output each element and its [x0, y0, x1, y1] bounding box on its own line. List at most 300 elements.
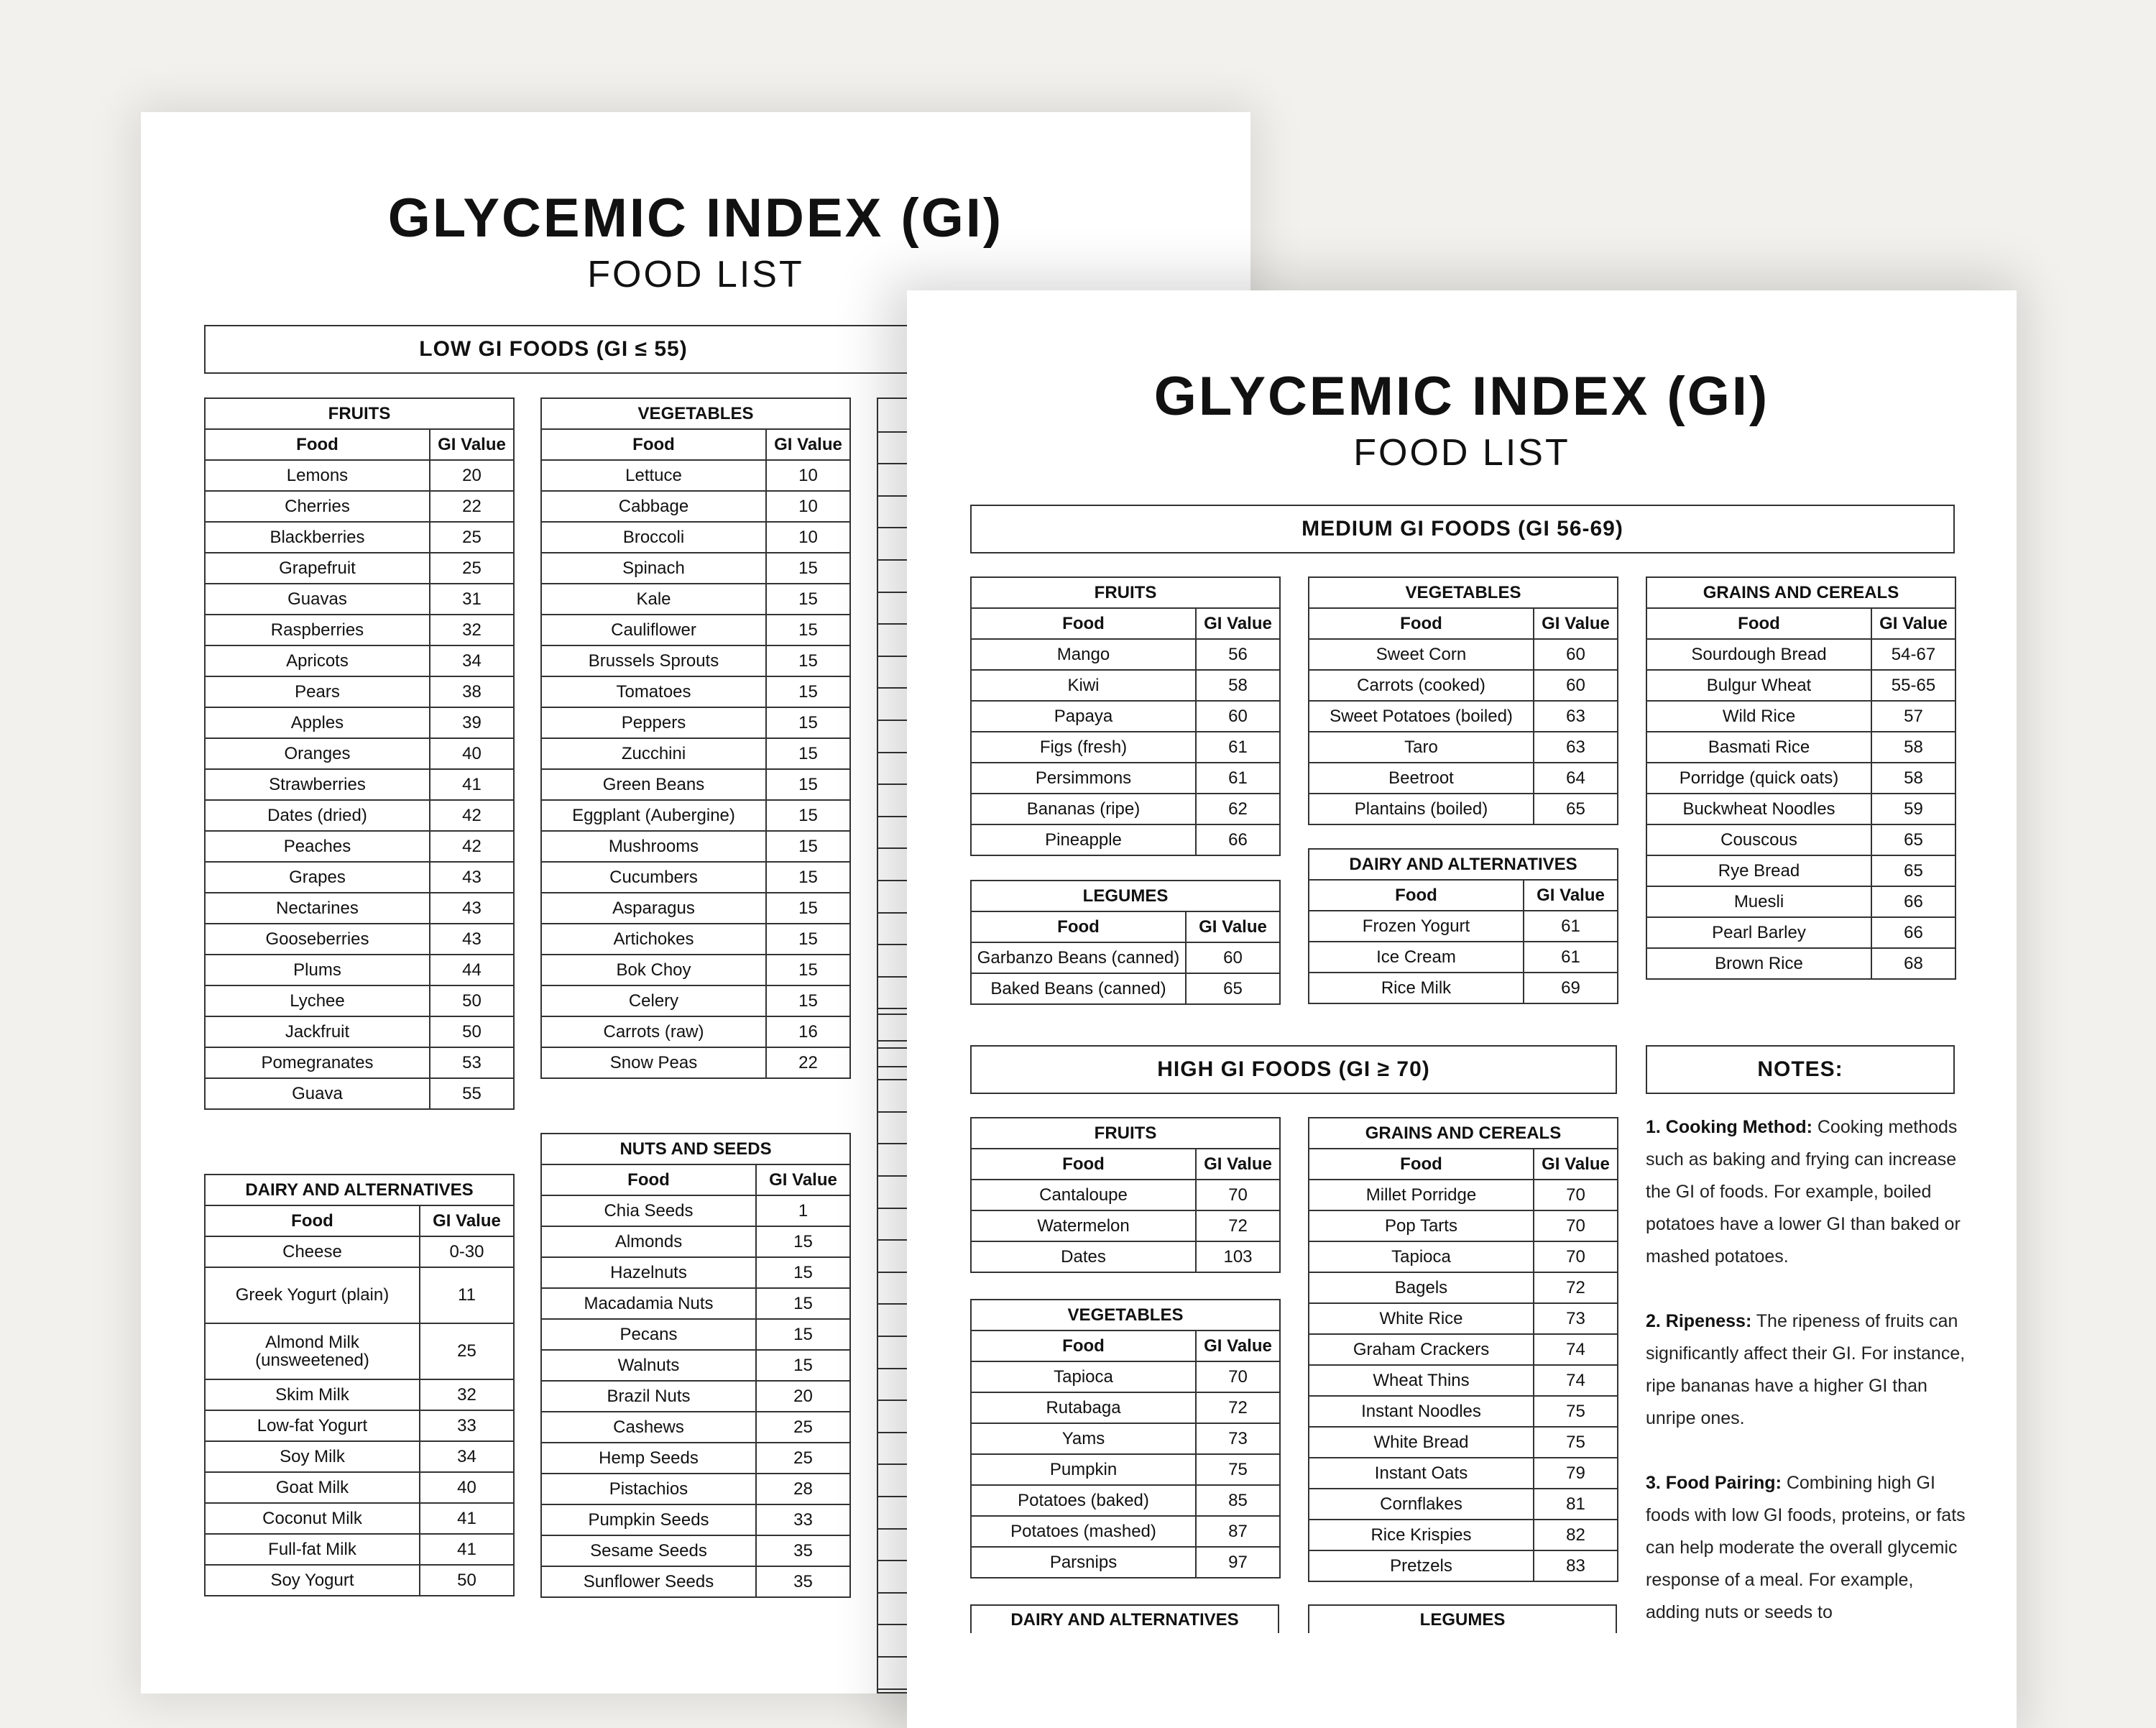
food-name-cell: Lettuce: [541, 460, 766, 491]
gi-value-cell: 10: [766, 491, 850, 522]
table-row: [205, 676, 514, 707]
gi-value-cell: 40: [430, 738, 514, 769]
gi-value-cell: 75: [1534, 1396, 1618, 1427]
food-name-cell: Bok Choy: [541, 955, 766, 985]
gi-value-cell: 70: [1534, 1180, 1618, 1210]
gi-value-cell: 0-30: [420, 1236, 514, 1267]
table-caption: FRUITS: [971, 1118, 1280, 1149]
table-row: [205, 955, 514, 985]
table-row: [1646, 886, 1955, 917]
low-gi-section-label: LOW GI FOODS (GI ≤ 55): [419, 337, 688, 361]
gi-column-header: GI Value: [1871, 608, 1955, 639]
food-name-cell: Cabbage: [541, 491, 766, 522]
table-row: [1646, 855, 1955, 886]
gi-value-cell: 72: [1196, 1392, 1280, 1423]
table-caption: VEGETABLES: [1309, 577, 1618, 608]
table-row: [1309, 1210, 1618, 1241]
food-name-cell: Carrots (raw): [541, 1016, 766, 1047]
sheet-subtitle: FOOD LIST: [587, 254, 804, 295]
food-name-cell: Tapioca: [971, 1361, 1196, 1392]
gi-value-cell: 61: [1196, 732, 1280, 763]
gi-value-cell: 57: [1871, 701, 1955, 732]
food-name-cell: Sweet Potatoes (boiled): [1309, 701, 1534, 732]
table-row: [541, 491, 850, 522]
gi-value-cell: 28: [756, 1474, 850, 1504]
table-row: [205, 769, 514, 800]
gi-value-cell: 87: [1196, 1516, 1280, 1547]
food-name-cell: Grapes: [205, 862, 430, 893]
gi-value-cell: 15: [766, 738, 850, 769]
food-name-cell: Cauliflower: [541, 615, 766, 645]
food-name-cell: Taro: [1309, 732, 1534, 763]
food-name-cell: Raspberries: [205, 615, 430, 645]
food-name-cell: Plantains (boiled): [1309, 794, 1534, 824]
table-caption-row: [1309, 1118, 1618, 1149]
table-row: [1309, 1458, 1618, 1489]
table-row: [205, 738, 514, 769]
table-row: [541, 522, 850, 553]
table-header-row: [1309, 1149, 1618, 1180]
gi-value-cell: 31: [430, 584, 514, 615]
table-row: [541, 1412, 850, 1443]
table-caption: FRUITS: [971, 577, 1280, 608]
food-name-cell: Snow Peas: [541, 1047, 766, 1078]
food-name-cell: Coconut Milk: [205, 1503, 420, 1534]
gi-value-cell: 70: [1534, 1241, 1618, 1272]
gi-column-header: GI Value: [1196, 1331, 1280, 1361]
table-caption-row: [971, 881, 1280, 911]
sheet-subtitle: FOOD LIST: [1353, 432, 1570, 474]
table-row: [1309, 794, 1618, 824]
high-legumes-table-caption: LEGUMES: [1308, 1604, 1617, 1633]
table-row: [1309, 1489, 1618, 1520]
gi-value-cell: 72: [1196, 1210, 1280, 1241]
medium-high-gi-sheet: [907, 290, 2017, 1728]
gi-value-cell: 15: [766, 676, 850, 707]
food-name-cell: Pumpkin Seeds: [541, 1504, 756, 1535]
gi-column-header: GI Value: [756, 1164, 850, 1195]
gi-column-header: GI Value: [420, 1205, 514, 1236]
gi-value-cell: 55-65: [1871, 670, 1955, 701]
table-row: [205, 800, 514, 831]
table-caption-row: [541, 398, 850, 429]
food-column-header: Food: [1646, 608, 1871, 639]
food-name-cell: Sunflower Seeds: [541, 1566, 756, 1597]
table-row: [1309, 1396, 1618, 1427]
food-name-cell: White Bread: [1309, 1427, 1534, 1458]
table-row: [205, 1267, 514, 1323]
gi-value-cell: 70: [1534, 1210, 1618, 1241]
food-name-cell: Basmati Rice: [1646, 732, 1871, 763]
food-name-cell: Buckwheat Noodles: [1646, 794, 1871, 824]
table-row: [1646, 948, 1955, 979]
gi-value-cell: 34: [430, 645, 514, 676]
table-row: [541, 676, 850, 707]
table-row: [971, 1241, 1280, 1272]
table-row: [205, 1016, 514, 1047]
gi-value-cell: 70: [1196, 1361, 1280, 1392]
food-name-cell: Yams: [971, 1423, 1196, 1454]
food-name-cell: Pineapple: [971, 824, 1196, 855]
table-row: [1309, 1334, 1618, 1365]
table-row: [541, 1504, 850, 1535]
gi-column-header: GI Value: [1196, 1149, 1280, 1180]
low-fruits-table: [204, 397, 515, 1110]
table-row: [1309, 670, 1618, 701]
gi-value-cell: 25: [756, 1443, 850, 1474]
table-row: [541, 1288, 850, 1319]
table-row: [541, 460, 850, 491]
food-name-cell: Wild Rice: [1646, 701, 1871, 732]
food-name-cell: Potatoes (mashed): [971, 1516, 1196, 1547]
table-row: [205, 893, 514, 924]
food-name-cell: Mushrooms: [541, 831, 766, 862]
table-caption-row: [205, 398, 514, 429]
food-name-cell: Guava: [205, 1078, 430, 1109]
gi-value-cell: 38: [430, 676, 514, 707]
table-row: [541, 924, 850, 955]
gi-value-cell: 70: [1196, 1180, 1280, 1210]
table-row: [1309, 911, 1618, 942]
food-name-cell: Soy Milk: [205, 1441, 420, 1472]
table-row: [1309, 1180, 1618, 1210]
food-name-cell: Goat Milk: [205, 1472, 420, 1503]
gi-value-cell: 50: [420, 1565, 514, 1596]
food-name-cell: Cashews: [541, 1412, 756, 1443]
gi-value-cell: 15: [766, 553, 850, 584]
table-row: [1309, 1520, 1618, 1550]
table-row: [1309, 1365, 1618, 1396]
table-header-row: [971, 1149, 1280, 1180]
gi-value-cell: 15: [766, 955, 850, 985]
sheet-title: GLYCEMIC INDEX (GI): [1153, 366, 1770, 427]
table-row: [541, 1381, 850, 1412]
food-name-cell: Pretzels: [1309, 1550, 1534, 1581]
gi-value-cell: 65: [1871, 824, 1955, 855]
table-row: [541, 615, 850, 645]
food-name-cell: Low-fat Yogurt: [205, 1410, 420, 1441]
gi-value-cell: 15: [766, 924, 850, 955]
food-name-cell: Carrots (cooked): [1309, 670, 1534, 701]
gi-value-cell: 82: [1534, 1520, 1618, 1550]
gi-value-cell: 15: [766, 615, 850, 645]
food-column-header: Food: [971, 1331, 1196, 1361]
table-row: [541, 862, 850, 893]
food-name-cell: Strawberries: [205, 769, 430, 800]
table-row: [1309, 1427, 1618, 1458]
gi-value-cell: 44: [430, 955, 514, 985]
food-name-cell: Cornflakes: [1309, 1489, 1534, 1520]
food-name-cell: Instant Noodles: [1309, 1396, 1534, 1427]
table-row: [1309, 973, 1618, 1003]
food-name-cell: Bulgur Wheat: [1646, 670, 1871, 701]
table-row: [541, 1350, 850, 1381]
table-row: [1309, 1272, 1618, 1303]
food-name-cell: Figs (fresh): [971, 732, 1196, 763]
gi-value-cell: 68: [1871, 948, 1955, 979]
gi-value-cell: 42: [430, 800, 514, 831]
gi-value-cell: 61: [1524, 942, 1618, 973]
table-row: [541, 1474, 850, 1504]
food-name-cell: Sweet Corn: [1309, 639, 1534, 670]
gi-value-cell: 43: [430, 862, 514, 893]
food-name-cell: Chia Seeds: [541, 1195, 756, 1226]
table-row: [1309, 732, 1618, 763]
food-name-cell: Kiwi: [971, 670, 1196, 701]
table-row: [205, 862, 514, 893]
food-name-cell: Graham Crackers: [1309, 1334, 1534, 1365]
table-row: [971, 794, 1280, 824]
table-caption-row: [1646, 577, 1955, 608]
table-row: [541, 553, 850, 584]
gi-value-cell: 72: [1534, 1272, 1618, 1303]
table-row: [541, 1566, 850, 1597]
gi-value-cell: 74: [1534, 1365, 1618, 1396]
food-name-cell: Apples: [205, 707, 430, 738]
table-row: [1309, 942, 1618, 973]
food-name-cell: Spinach: [541, 553, 766, 584]
food-name-cell: Millet Porridge: [1309, 1180, 1534, 1210]
food-name-cell: Dates (dried): [205, 800, 430, 831]
table-row: [1309, 701, 1618, 732]
food-name-cell: Grapefruit: [205, 553, 430, 584]
food-name-cell: Rice Milk: [1309, 973, 1524, 1003]
table-row: [205, 1534, 514, 1565]
table-row: [205, 1565, 514, 1596]
food-name-cell: Green Beans: [541, 769, 766, 800]
gi-value-cell: 65: [1186, 973, 1280, 1004]
gi-value-cell: 60: [1534, 670, 1618, 701]
table-row: [205, 584, 514, 615]
table-row: [205, 460, 514, 491]
gi-value-cell: 61: [1524, 911, 1618, 942]
gi-value-cell: 79: [1534, 1458, 1618, 1489]
low-vegetables-table: [540, 397, 851, 1079]
table-row: [205, 491, 514, 522]
gi-value-cell: 15: [766, 862, 850, 893]
food-name-cell: Brazil Nuts: [541, 1381, 756, 1412]
table-row: [971, 1361, 1280, 1392]
food-name-cell: Sourdough Bread: [1646, 639, 1871, 670]
table-caption-row: [971, 577, 1280, 608]
table-row: [205, 1472, 514, 1503]
food-name-cell: Jackfruit: [205, 1016, 430, 1047]
table-row: [971, 1423, 1280, 1454]
gi-value-cell: 73: [1196, 1423, 1280, 1454]
table-row: [205, 1078, 514, 1109]
food-column-header: Food: [971, 1149, 1196, 1180]
table-caption-row: [971, 1118, 1280, 1149]
food-name-cell: Full-fat Milk: [205, 1534, 420, 1565]
table-row: [971, 942, 1280, 973]
table-row: [541, 831, 850, 862]
food-name-cell: Pears: [205, 676, 430, 707]
gi-value-cell: 75: [1534, 1427, 1618, 1458]
table-row: [205, 1379, 514, 1410]
gi-value-cell: 42: [430, 831, 514, 862]
gi-value-cell: 10: [766, 460, 850, 491]
table-row: [541, 738, 850, 769]
note-food-pairing: [1646, 1467, 1966, 1629]
food-column-header: Food: [1309, 608, 1534, 639]
gi-value-cell: 66: [1196, 824, 1280, 855]
gi-value-cell: 15: [766, 893, 850, 924]
food-name-cell: Hemp Seeds: [541, 1443, 756, 1474]
food-name-cell: Sesame Seeds: [541, 1535, 756, 1566]
food-name-cell: Cheese: [205, 1236, 420, 1267]
table-row: [971, 1516, 1280, 1547]
food-name-cell: Asparagus: [541, 893, 766, 924]
gi-value-cell: 65: [1534, 794, 1618, 824]
medium-legumes-table: [970, 880, 1281, 1005]
gi-value-cell: 15: [766, 800, 850, 831]
high-fruits-table: [970, 1117, 1281, 1273]
food-name-cell: Baked Beans (canned): [971, 973, 1186, 1004]
gi-value-cell: 74: [1534, 1334, 1618, 1365]
gi-value-cell: 60: [1196, 701, 1280, 732]
food-name-cell: Lemons: [205, 460, 430, 491]
food-name-cell: Pistachios: [541, 1474, 756, 1504]
food-name-cell: Pomegranates: [205, 1047, 430, 1078]
table-row: [541, 1257, 850, 1288]
food-column-header: Food: [541, 1164, 756, 1195]
table-row: [1646, 732, 1955, 763]
table-row: [205, 522, 514, 553]
table-row: [971, 1547, 1280, 1578]
gi-value-cell: 41: [430, 769, 514, 800]
note-text: The ripeness of fruits can significantly affect their GI. For instance, ripe bananas have a higher GI than unripe ones.: [1646, 1311, 1966, 1428]
gi-column-header: GI Value: [1196, 608, 1280, 639]
table-caption: GRAINS AND CEREALS: [1646, 577, 1955, 608]
table-row: [541, 584, 850, 615]
food-column-header: Food: [1309, 880, 1524, 911]
food-name-cell: Bananas (ripe): [971, 794, 1196, 824]
table-row: [541, 769, 850, 800]
table-row: [205, 1410, 514, 1441]
food-name-cell: Lychee: [205, 985, 430, 1016]
note-label: 2. Ripeness:: [1646, 1311, 1752, 1331]
table-row: [541, 707, 850, 738]
table-caption: DAIRY AND ALTERNATIVES: [1309, 849, 1618, 880]
gi-value-cell: 61: [1196, 763, 1280, 794]
food-name-cell: Gooseberries: [205, 924, 430, 955]
table-header-row: [205, 429, 514, 460]
gi-value-cell: 33: [420, 1410, 514, 1441]
food-name-cell: Brown Rice: [1646, 948, 1871, 979]
food-name-cell: Cherries: [205, 491, 430, 522]
table-row: [1646, 763, 1955, 794]
table-row: [1309, 639, 1618, 670]
gi-value-cell: 50: [430, 1016, 514, 1047]
table-row: [205, 553, 514, 584]
gi-value-cell: 62: [1196, 794, 1280, 824]
gi-value-cell: 69: [1524, 973, 1618, 1003]
table-row: [1309, 1303, 1618, 1334]
table-caption-row: [971, 1300, 1280, 1331]
food-name-cell: Rye Bread: [1646, 855, 1871, 886]
food-name-cell: Couscous: [1646, 824, 1871, 855]
food-name-cell: Tomatoes: [541, 676, 766, 707]
table-caption: DAIRY AND ALTERNATIVES: [205, 1175, 514, 1205]
table-row: [971, 732, 1280, 763]
food-name-cell: Artichokes: [541, 924, 766, 955]
note-ripeness: [1646, 1305, 1966, 1435]
food-name-cell: Beetroot: [1309, 763, 1534, 794]
gi-value-cell: 66: [1871, 886, 1955, 917]
gi-value-cell: 15: [766, 831, 850, 862]
gi-value-cell: 15: [766, 584, 850, 615]
sheet-title: GLYCEMIC INDEX (GI): [387, 188, 1004, 249]
gi-column-header: GI Value: [430, 429, 514, 460]
table-row: [541, 1047, 850, 1078]
gi-value-cell: 55: [430, 1078, 514, 1109]
gi-value-cell: 39: [430, 707, 514, 738]
note-text: Combining high GI foods with low GI foods, proteins, or fats can help moderate the overall glycemic response of a meal. For example, adding nuts or seeds to: [1646, 1473, 1966, 1622]
notes-header: NOTES:: [1646, 1045, 1955, 1094]
gi-value-cell: 25: [756, 1412, 850, 1443]
table-row: [971, 763, 1280, 794]
table-row: [541, 955, 850, 985]
table-caption: VEGETABLES: [971, 1300, 1280, 1331]
food-name-cell: Bagels: [1309, 1272, 1534, 1303]
table-row: [205, 1323, 514, 1379]
gi-value-cell: 15: [766, 769, 850, 800]
gi-value-cell: 10: [766, 522, 850, 553]
gi-value-cell: 15: [756, 1288, 850, 1319]
high-gi-section-header: HIGH GI FOODS (GI ≥ 70): [970, 1045, 1617, 1094]
food-name-cell: Guavas: [205, 584, 430, 615]
food-name-cell: Pop Tarts: [1309, 1210, 1534, 1241]
gi-value-cell: 59: [1871, 794, 1955, 824]
high-vegetables-table: [970, 1299, 1281, 1578]
gi-value-cell: 32: [420, 1379, 514, 1410]
gi-value-cell: 64: [1534, 763, 1618, 794]
low-nuts-table: [540, 1133, 851, 1598]
food-name-cell: Rice Krispies: [1309, 1520, 1534, 1550]
gi-value-cell: 63: [1534, 732, 1618, 763]
table-row: [1646, 639, 1955, 670]
table-row: [205, 985, 514, 1016]
food-column-header: Food: [971, 911, 1186, 942]
gi-value-cell: 43: [430, 893, 514, 924]
notes-list: [1646, 1111, 1966, 1661]
high-grains-table: [1308, 1117, 1618, 1582]
food-name-cell: Potatoes (baked): [971, 1485, 1196, 1516]
gi-value-cell: 20: [756, 1381, 850, 1412]
food-name-cell: Broccoli: [541, 522, 766, 553]
gi-value-cell: 15: [766, 645, 850, 676]
food-name-cell: Papaya: [971, 701, 1196, 732]
gi-value-cell: 43: [430, 924, 514, 955]
table-row: [971, 1210, 1280, 1241]
food-name-cell: Frozen Yogurt: [1309, 911, 1524, 942]
gi-value-cell: 20: [430, 460, 514, 491]
gi-value-cell: 58: [1196, 670, 1280, 701]
table-row: [971, 1180, 1280, 1210]
gi-value-cell: 58: [1871, 732, 1955, 763]
gi-value-cell: 97: [1196, 1547, 1280, 1578]
table-header-row: [541, 1164, 850, 1195]
food-name-cell: Dates: [971, 1241, 1196, 1272]
gi-value-cell: 63: [1534, 701, 1618, 732]
food-name-cell: Pearl Barley: [1646, 917, 1871, 948]
table-row: [971, 1485, 1280, 1516]
gi-value-cell: 35: [756, 1535, 850, 1566]
table-header-row: [971, 608, 1280, 639]
food-name-cell: Rutabaga: [971, 1392, 1196, 1423]
table-header-row: [541, 429, 850, 460]
gi-value-cell: 22: [766, 1047, 850, 1078]
